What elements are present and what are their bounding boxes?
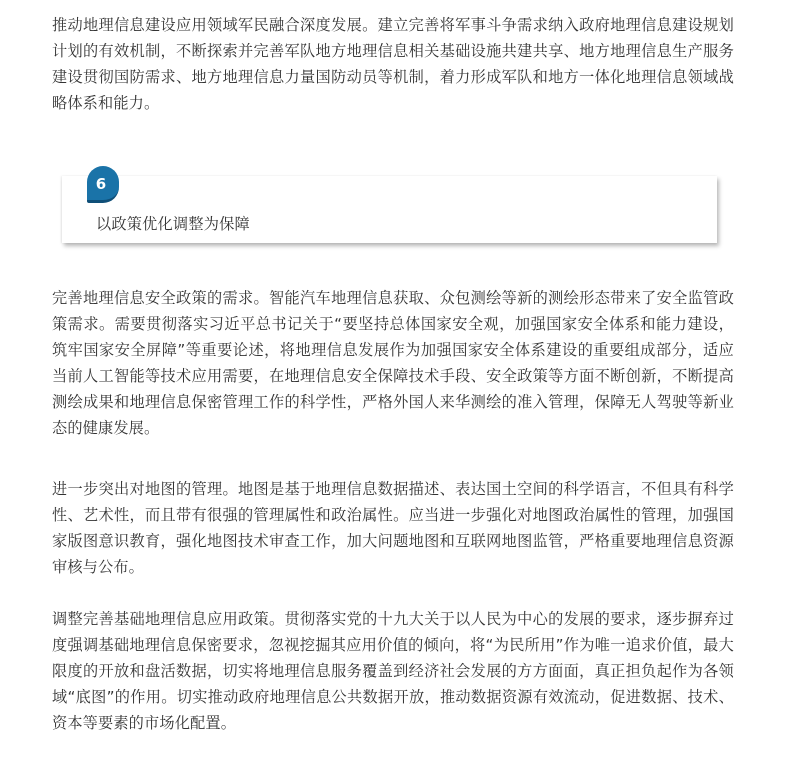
paragraph-security-policy: 完善地理信息安全政策的需求。智能汽车地理信息获取、众包测绘等新的测绘形态带来了安全监管政策需求。需要贯彻落实习近平总书记关于“要坚持总体国家安全观，加强国家安全体系和能力建设，筑牢国家安全屏障”等重要论述，将地理信息发展作为加强国家安全体系建设的重要组成部分，适应当前人工智能等技术应用需要，在地理信息安全保障技术手段、安全政策等方面不断创新，不断提高测绘成果和地理信息保密管理工作的科学性，严格外国人来华测绘的准入管理，保障无人驾驶等新业态的健康发展。 — [52, 289, 734, 437]
section-title: 以政策优化调整为保障 — [96, 215, 250, 233]
paragraph-basic-geo-info-policy: 调整完善基础地理信息应用政策。贯彻落实党的十九大关于以人民为中心的发展的要求，逐步摒弃过度强调基础地理信息保密要求，忽视挖掘其应用价值的倾向，将“为民所用”作为唯一追求价值，最大限度的开放和盘活数据，切实将地理信息服务覆盖到经济社会发展的方方面面，真正担负起作为各领域“底图”的作用。切实推动政府地理信息公共数据开放，推动数据资源有效流动，促进数据、技术、资本等要素的市场化配置。 — [52, 610, 734, 732]
paragraph-map-management: 进一步突出对地图的管理。地图是基于地理信息数据描述、表达国土空间的科学语言，不但具有科学性、艺术性，而且带有很强的管理属性和政治属性。应当进一步强化对地图政治属性的管理，加强国家版图意识教育，强化地图技术审查工作，加大问题地图和互联网地图监管，严格重要地理信息资源审核与公布。 — [52, 480, 734, 576]
paragraph-military-civil-integration: 推动地理信息建设应用领域军民融合深度发展。建立完善将军事斗争需求纳入政府地理信息建设规划计划的有效机制，不断探索并完善军队地方地理信息相关基础设施共建共享、地方地理信息生产服务建设贯彻国防需求、地方地理信息力量国防动员等机制，着力形成军队和地方一体化地理信息领域战略体系和能力。 — [52, 16, 734, 112]
section-number-badge — [87, 166, 119, 203]
section-number: 6 — [95, 175, 107, 193]
